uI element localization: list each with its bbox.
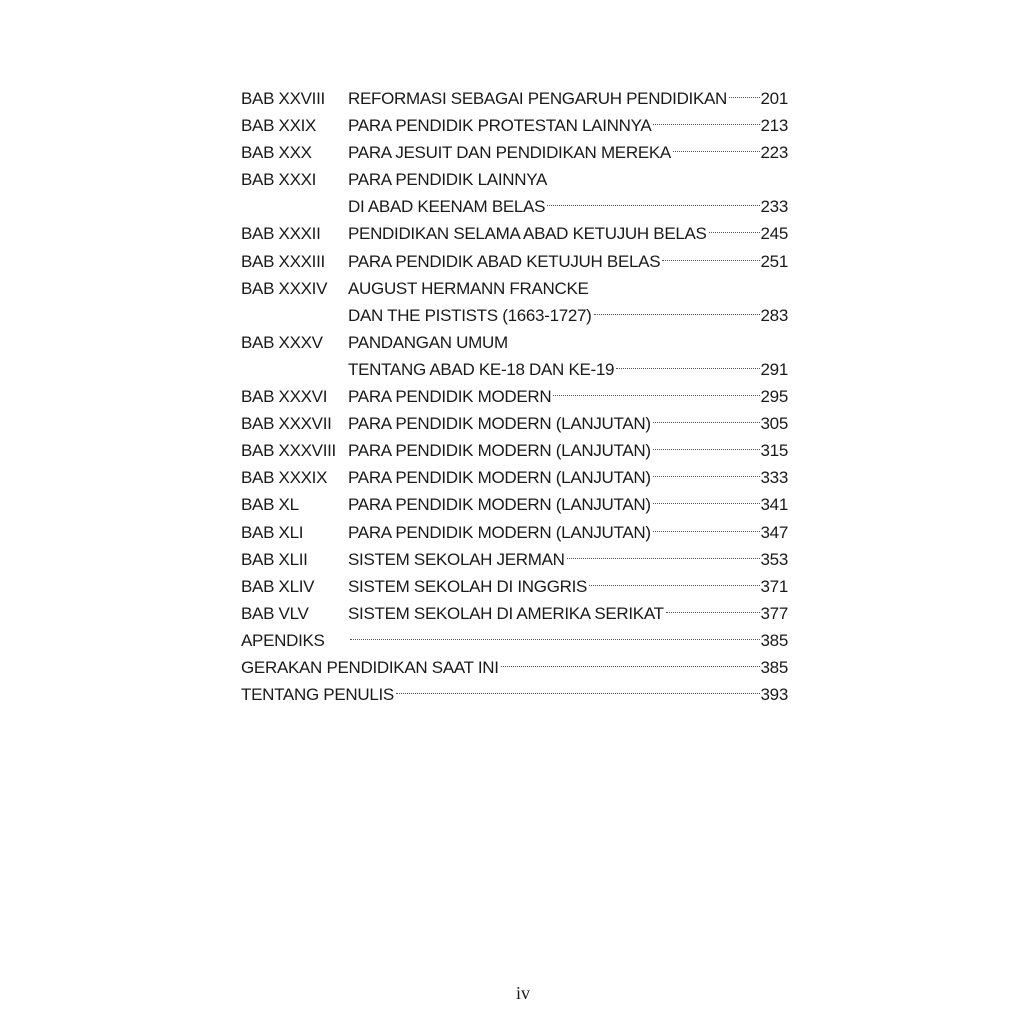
chapter-number: BAB XXXIX [241,468,328,488]
page-reference: 233 [760,197,788,217]
chapter-number: BAB XXXII [241,224,321,244]
dot-leader [653,531,760,532]
chapter-title: PARA PENDIDIK MODERN (LANJUTAN) [348,522,651,542]
toc-entry [241,491,788,518]
chapter-title: PARA PENDIDIK MODERN (LANJUTAN) [348,441,651,461]
dot-leader [594,314,760,315]
chapter-number: BAB XXXVIII [241,441,336,461]
dot-leader [589,585,759,586]
chapter-title: TENTANG PENULIS [241,685,394,705]
page-reference: 223 [760,143,788,163]
page-reference: 305 [760,414,788,434]
chapter-number: BAB VLV [241,603,309,623]
toc-entry [241,302,788,329]
toc-entry [241,112,788,139]
chapter-title: PARA JESUIT DAN PENDIDIKAN MEREKA [348,143,671,163]
page-number: iv [515,983,530,1003]
dot-leader [709,232,760,233]
chapter-number: BAB XXX [241,143,312,163]
chapter-title: GERAKAN PENDIDIKAN SAAT INI [241,657,499,677]
toc-entry [241,356,788,383]
toc-entry [241,220,788,247]
page-reference: 213 [760,116,788,136]
table-of-contents [241,85,788,708]
toc-entry [241,627,788,654]
chapter-number: BAB XLIV [241,576,315,596]
dot-leader [653,476,760,477]
chapter-number: BAB XXXIV [241,278,328,298]
toc-entry [241,85,788,112]
toc-entry [241,193,788,220]
dot-leader [501,666,760,667]
chapter-number: BAB XXXVII [241,414,332,434]
chapter-number: BAB XLII [241,549,308,569]
toc-entry [241,654,788,681]
chapter-number: BAB XXVIII [241,89,325,108]
dot-leader [673,151,760,152]
toc-entry [241,248,788,275]
dot-leader [653,124,759,125]
page-reference: 385 [760,630,788,650]
toc-entry [241,600,788,627]
dot-leader [616,368,759,369]
chapter-number: BAB XXXI [241,170,317,190]
page-reference: 333 [760,468,788,488]
toc-entry [241,410,788,437]
toc-entry [241,275,788,302]
toc-entry [241,546,788,573]
chapter-title: REFORMASI SEBAGAI PENGARUH PENDIDIKAN [348,89,728,108]
dot-leader [653,503,760,504]
chapter-title: PARA PENDIDIK MODERN (LANJUTAN) [348,414,651,434]
dot-leader [396,693,760,694]
dot-leader [653,449,760,450]
toc-entry [241,437,788,464]
page-reference: 201 [760,89,788,108]
chapter-title: PARA PENDIDIK MODERN [348,387,552,407]
dot-leader [666,612,760,613]
dot-leader [653,422,760,423]
dot-leader [350,639,760,640]
chapter-title: SISTEM SEKOLAH JERMAN [348,549,565,569]
toc-entry [241,519,788,546]
page-reference: 377 [760,603,788,623]
chapter-number: BAB XXXV [241,332,323,352]
page-reference: 385 [760,657,788,677]
page-reference: 291 [760,359,788,379]
chapter-number: BAB XXIX [241,116,317,136]
chapter-title: DI ABAD KEENAM BELAS [348,197,546,217]
dot-leader [662,260,759,261]
toc-entry [241,329,788,356]
chapter-number: APENDIKS [241,630,325,650]
page-reference: 393 [760,685,788,705]
page-reference: 295 [760,387,788,407]
toc-entry [241,383,788,410]
toc-entry [241,464,788,491]
chapter-title: PANDANGAN UMUM [348,332,508,352]
page-reference: 283 [760,305,788,325]
toc-entry [241,573,788,600]
chapter-number: BAB XL [241,495,299,515]
dot-leader [553,395,759,396]
chapter-title: PARA PENDIDIK MODERN (LANJUTAN) [348,495,651,515]
chapter-title: PARA PENDIDIK PROTESTAN LAINNYA [348,116,652,136]
chapter-title: PARA PENDIDIK MODERN (LANJUTAN) [348,468,651,488]
dot-leader [567,558,760,559]
toc-entry [241,139,788,166]
dot-leader [547,205,759,206]
chapter-number: BAB XXXVI [241,387,328,407]
page-reference: 245 [760,224,788,244]
page-reference: 341 [760,495,788,515]
toc-entry [241,166,788,193]
dot-leader [729,97,760,98]
chapter-title: DAN THE PISTISTS (1663-1727) [348,305,592,325]
page-reference: 315 [760,441,788,461]
page-reference: 371 [760,576,788,596]
page-reference: 251 [760,251,788,271]
chapter-number: BAB XXXIII [241,251,325,271]
chapter-title: SISTEM SEKOLAH DI AMERIKA SERIKAT [348,603,664,623]
chapter-number: BAB XLI [241,522,304,542]
chapter-title: PARA PENDIDIK ABAD KETUJUH BELAS [348,251,661,271]
chapter-title: PARA PENDIDIK LAINNYA [348,170,548,190]
chapter-title: PENDIDIKAN SELAMA ABAD KETUJUH BELAS [348,224,707,244]
chapter-title: SISTEM SEKOLAH DI INGGRIS [348,576,588,596]
toc-entry [241,681,788,708]
page-reference: 347 [760,522,788,542]
chapter-title: AUGUST HERMANN FRANCKE [348,278,589,298]
chapter-title: TENTANG ABAD KE-18 DAN KE-19 [348,359,615,379]
page-reference: 353 [760,549,788,569]
